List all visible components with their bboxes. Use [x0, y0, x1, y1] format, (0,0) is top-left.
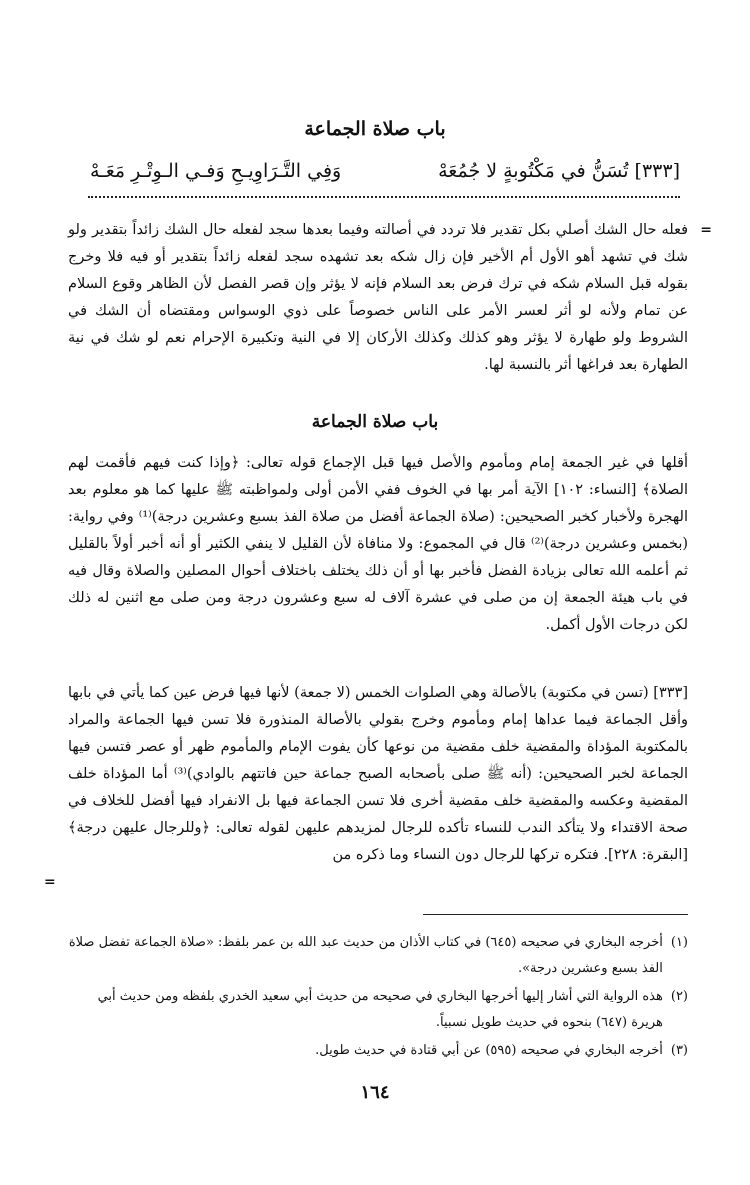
- footnote: [68, 1038, 688, 1064]
- continuation-mark-top: =: [700, 222, 712, 238]
- footnote-number: (٣): [670, 1043, 688, 1058]
- footnote-text: أخرجه البخاري في صحيحه (٦٤٥) في كتاب الأذان من حديث عبد الله بن عمر بلفظ: «صلاة الجماعة تفضل صلاة الفذ بسبع وعشرين درجة».: [68, 935, 663, 976]
- footnote-divider: [423, 914, 688, 915]
- section-title: باب صلاة الجماعة: [311, 412, 439, 432]
- footnotes: [68, 930, 688, 1066]
- verse-line: [90, 160, 680, 190]
- paragraph: [٣٣٣] (تسن في مكتوبة) بالأصالة وهي الصلوات الخمس (لا جمعة) لأنها فيها فرض عين كما يأتي في بابها وأقل الجماعة فيما عداها إمام ومأموم وخرج بقولي بالأصالة المنذورة فلا تسن فيها الجماعة والمراد بالمكتوبة المؤداة والمقضية خلف مقضية من نوعها كأن يفوت الإمام والمأموم ظهر أو عصر فتسن فيها الجماعة لخبر الصحيحين: (أنه ﷺ صلى بأصحابه الصبح جماعة حين فاتتهم بالوادي)⁽³⁾ أما المؤداة خلف المقضية وعكسه والمقضية خلف مقضية أخرى فلا تسن الجماعة فيها بل الانفراد فيها أفضل للخلاف في صحة الاقتداء ولا يتأكد الندب للنساء تأكده للرجال لمزيدهم عليهن لقوله تعالى: ﴿وللرجال عليهن درجة﴾ [البقرة: ٢٢٨]. فتكره تركها للرجال دون النساء وما ذكره من: [68, 685, 689, 863]
- commentary-verse-333: [68, 680, 688, 869]
- commentary-intro: [68, 450, 688, 639]
- continuation-mark-bottom: =: [44, 874, 56, 890]
- verse-second-half: وَفِي التَّـرَاوِيـحِ وَفـي الـوِتْـرِ مَعَـهْ: [90, 160, 342, 182]
- footnote-number: (٢): [670, 989, 688, 1004]
- verse-first-half: [٣٣٣] تُسَنُّ في مَكْتُوبةٍ لا جُمُعَهْ: [438, 160, 680, 182]
- paragraph: فعله حال الشك أصلي بكل تقدير فلا تردد في أصالته وفيما بعدها سجد لفعله حال الشك زائداً بتقدير ولو شك في تشهد أهو الأول أم الأخير فإن زال شكه بعد تشهده سجد لفعله زائداً بتقدير أو فيه فلا وخرج بقوله قبل السلام شكه في ترك فرض بعد السلام فإنه لا يؤثر وإن قصر الفصل لأن الظاهر وقوع السلام عن تمام ولأنه لو أثر لعسر الأمر على الناس خصوصاً على ذوي الوسواس ومقتضاه أن الشك في الشروط ولو طهارة لا يؤثر وهو كذلك وكذلك الأركان إلا في النية وتكبيرة الإحرام نعم لو شك في نية الطهارة بعد فراغها أثر بالنسبة لها.: [68, 222, 688, 373]
- footnote: [68, 930, 688, 982]
- commentary-continued: [68, 217, 688, 379]
- page-number: ١٦٤: [360, 1082, 390, 1103]
- footnote-text: أخرجه البخاري في صحيحه (٥٩٥) عن أبي قتادة في حديث طويل.: [315, 1043, 663, 1058]
- footnote: [68, 984, 688, 1036]
- footnote-number: (١): [670, 935, 688, 950]
- chapter-title: باب صلاة الجماعة: [304, 118, 446, 140]
- paragraph: أقلها في غير الجمعة إمام ومأموم والأصل فيها قبل الإجماع قوله تعالى: ﴿وإذا كنت فيهم فأقمت لهم الصلاة﴾ [النساء: ١٠٢] الآية أمر بها في الخوف ففي الأمن أولى ولمواظبته ﷺ عليها كما هو معلوم بعد الهجرة ولأخبار كخبر الصحيحين: (صلاة الجماعة أفضل من صلاة الفذ بسبع وعشرين درجة)⁽¹⁾ وفي رواية: (بخمس وعشرين درجة)⁽²⁾ قال في المجموع: ولا منافاة لأن القليل لا ينفي الكثير أو أنه أخبر أولاً بالقليل ثم أعلمه الله تعالى بزيادة الفضل فأخبر بها أو أن ذلك يختلف باختلاف أحوال المصلين والصلاة وقال فيه في باب هيئة الجمعة إن من صلى في عشرة آلاف له سبع وعشرون درجة ومن صلى مع اثنين له ذلك لكن درجات الأول أكمل.: [68, 455, 689, 633]
- footnote-text: هذه الرواية التي أشار إليها أخرجها البخاري في صحيحه من حديث أبي سعيد الخدري بلفظه ومن حديث أبي هريرة (٦٤٧) بنحوه في حديث طويل نسبياً.: [97, 989, 663, 1030]
- dotted-divider: [88, 196, 680, 198]
